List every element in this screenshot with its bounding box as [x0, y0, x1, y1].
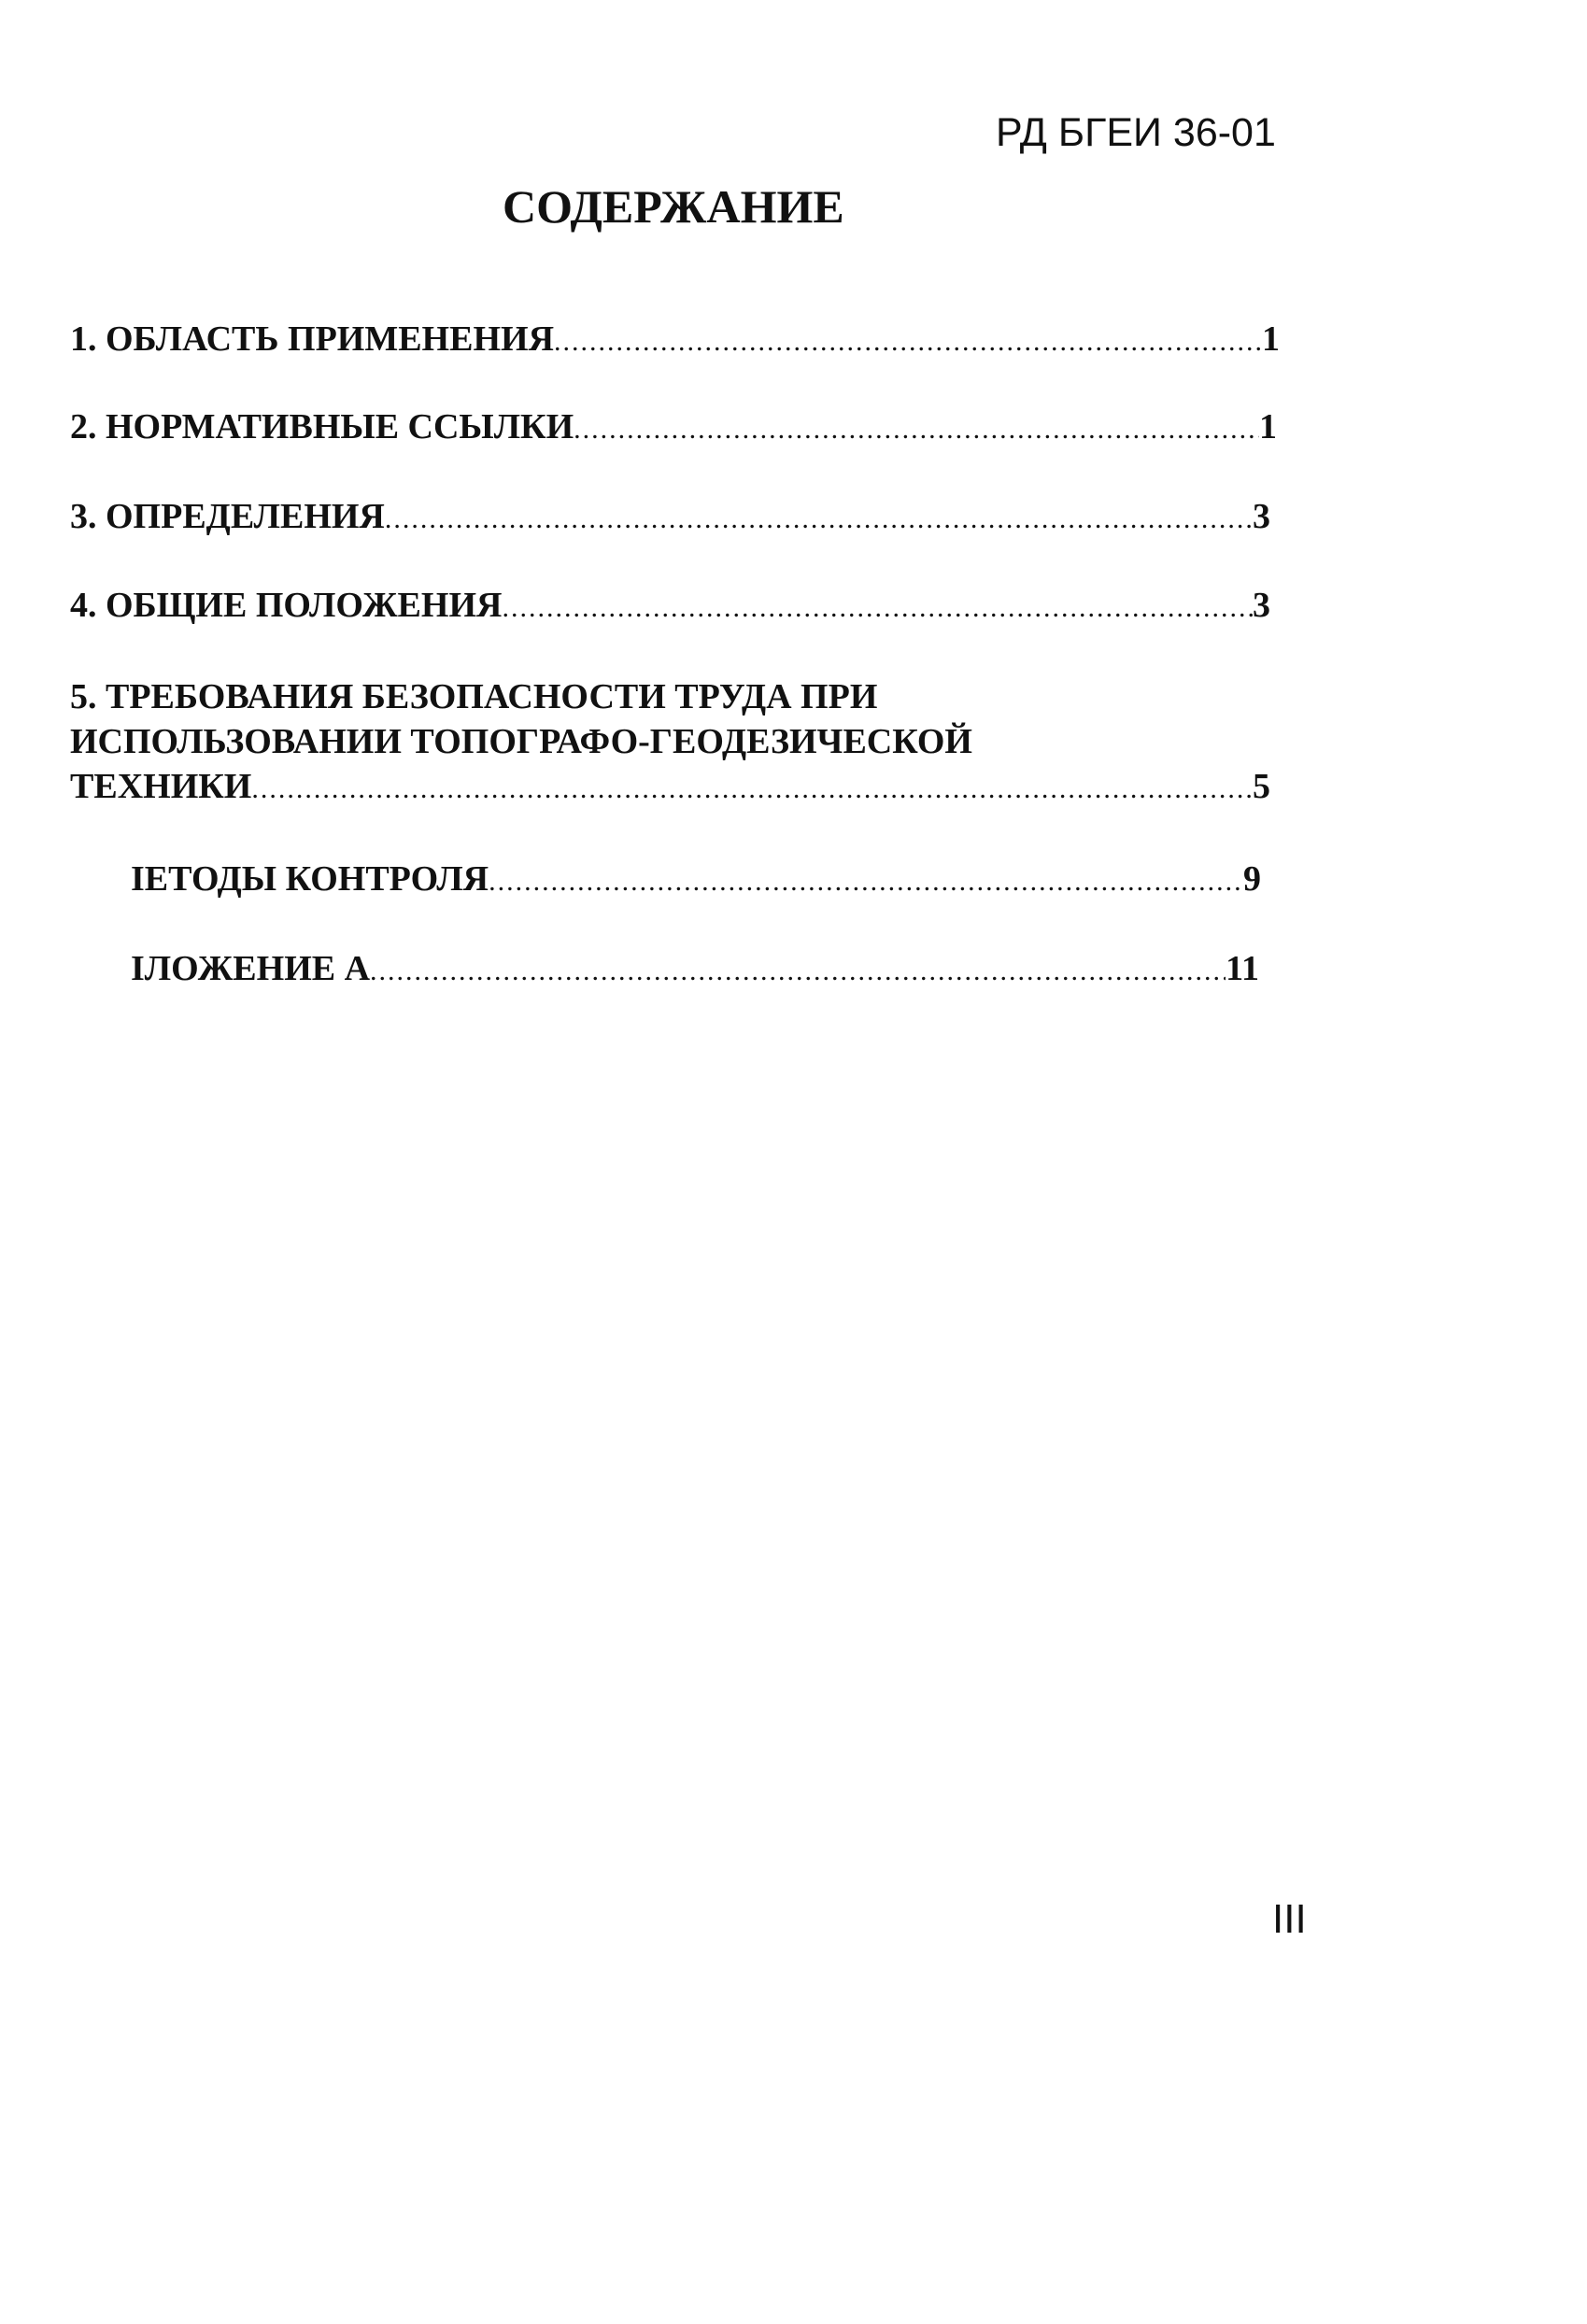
toc-leader-dots — [370, 950, 1226, 993]
page-number: III — [1272, 1896, 1307, 1942]
toc-leader-dots — [385, 498, 1253, 541]
toc-entry-label: 1. ОБЛАСТЬ ПРИМЕНЕНИЯ — [70, 319, 555, 359]
toc-entry-2 — [70, 405, 1277, 451]
toc-entry-4 — [70, 584, 1270, 630]
toc-entry-page: 3 — [1253, 586, 1270, 625]
toc-entry-page: 5 — [1253, 767, 1270, 806]
toc-entry-page: 9 — [1243, 859, 1261, 899]
toc-leader-dots — [554, 320, 1262, 363]
toc-entry-6 — [131, 857, 1261, 903]
toc-leader-dots — [489, 860, 1243, 903]
toc-title: СОДЕРЖАНИЕ — [503, 180, 844, 233]
toc-entry-label: ІЕТОДЫ КОНТРОЛЯ — [131, 859, 489, 899]
toc-leader-dots — [251, 768, 1253, 811]
toc-entry-5-line-2: ИСПОЛЬЗОВАНИИ ТОПОГРАФО-ГЕОДЕЗИЧЕСКОЙ — [70, 722, 972, 761]
toc-entry-1 — [70, 318, 1280, 363]
toc-entry-page: 1 — [1262, 319, 1280, 359]
toc-leader-dots — [574, 408, 1259, 451]
toc-entry-label: 3. ОПРЕДЕЛЕНИЯ — [70, 497, 385, 536]
toc-entry-label: 2. НОРМАТИВНЫЕ ССЫЛКИ — [70, 407, 574, 446]
toc-entry-label: 4. ОБЩИЕ ПОЛОЖЕНИЯ — [70, 586, 503, 625]
toc-entry-7 — [131, 947, 1259, 993]
toc-entry-page: 1 — [1259, 407, 1277, 446]
toc-leader-dots — [502, 587, 1253, 630]
toc-entry-label: ТЕХНИКИ — [70, 767, 252, 806]
toc-entry-3 — [70, 495, 1270, 541]
toc-entry-page: 3 — [1253, 497, 1270, 536]
toc-entry-5 — [70, 765, 1270, 811]
document-code: РД БГЕИ 36-01 — [996, 110, 1276, 155]
toc-entry-page: 11 — [1226, 949, 1259, 988]
toc-entry-5-line-1: 5. ТРЕБОВАНИЯ БЕЗОПАСНОСТИ ТРУДА ПРИ — [70, 677, 878, 716]
toc-entry-label: ІЛОЖЕНИЕ А — [131, 949, 371, 988]
